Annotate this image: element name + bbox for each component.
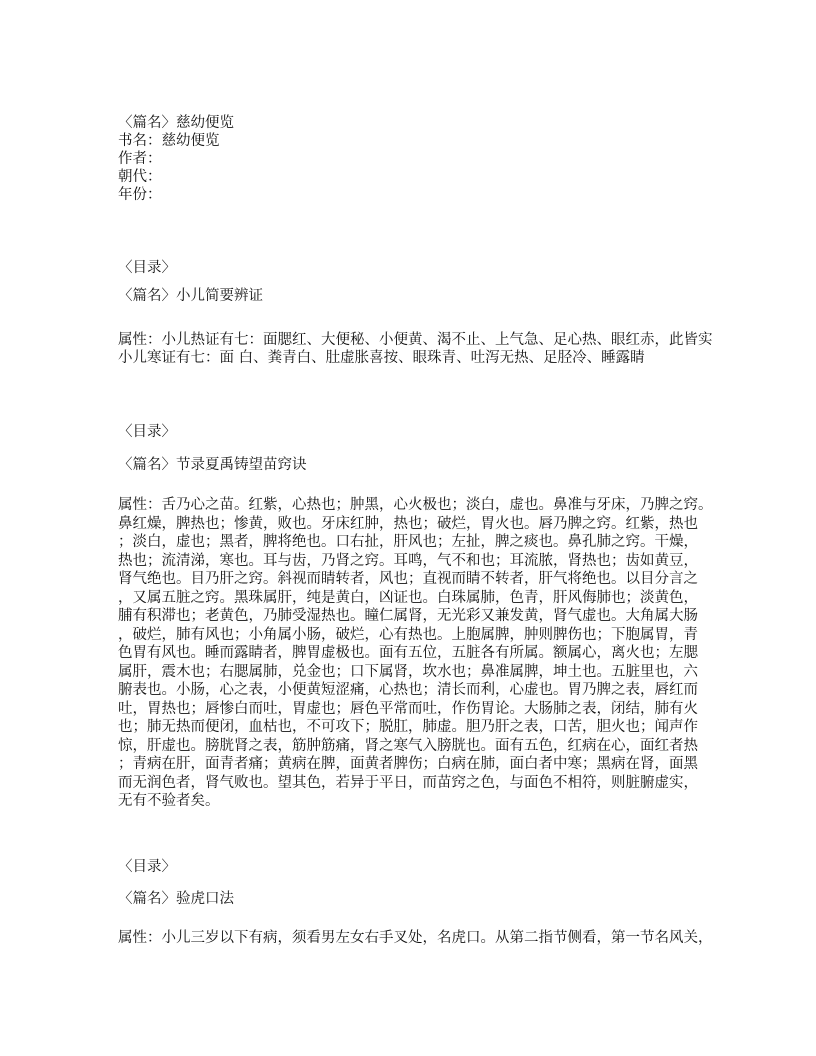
body-text-line: 吐，胃热也；唇惨白而吐，胃虚也；唇色平常而吐，作伤胃论。大肠肺之表，闭结，肺有火 [118, 700, 698, 717]
toc-marker: 〈目录〉 [118, 424, 176, 440]
body-text-line: 小儿寒证有七：面 白、粪青白、肚虚胀喜按、眼珠青、吐泻无热、足胫冷、睡露睛 [118, 350, 645, 366]
body-text-line: 热也；流清涕，寒也。耳与齿，乃肾之窍。耳鸣，气不和也；耳流脓，肾热也；齿如黄豆， [118, 552, 698, 569]
book-name: 书名：慈幼便览 [118, 133, 220, 149]
body-text-line: 色胃有风也。睡而露睛者，脾胃虚极也。面有五位，五脏各有所属。额属心，离火也；左腮 [118, 645, 698, 661]
chapter-title: 〈篇名〉慈幼便览 [118, 115, 234, 131]
section-title: 〈篇名〉小儿简要辨证 [118, 288, 263, 304]
body-text-line: 肾气绝也。目乃肝之窍。斜视而睛转者，风也；直视而睛不转者，肝气将绝也。以目分言之 [118, 571, 698, 587]
body-text-line: 也；肺无热而便闭，血枯也，不可攻下；脱肛，肺虚。胆乃肝之表，口苦，胆火也；闻声作 [118, 719, 698, 735]
year-field: 年份： [118, 187, 162, 203]
body-text-line: ，破烂，肺有风也；小角属小肠，破烂，心有热也。上胞属脾，肿则脾伤也；下胞属胃，青 [118, 626, 698, 643]
dynasty-field: 朝代： [118, 169, 162, 185]
body-text-line: 而无润色者，肾气败也。望其色，若异于平日，而苗窍之色，与面色不相符，则脏腑虚实， [118, 774, 698, 791]
body-text-line: 属性：小儿热证有七：面腮红、大便秘、小便黄、渴不止、上气急、足心热、眼红赤，此皆实 [118, 332, 713, 348]
body-text-line: ，又属五脏之窍。黑珠属肝，纯是黄白，凶证也。白珠属肺，色青，肝风侮肺也；淡黄色， [118, 589, 698, 606]
toc-marker: 〈目录〉 [118, 859, 176, 875]
body-text-line: 鼻红燥，脾热也；惨黄，败也。牙床红肿，热也；破烂，胃火也。唇乃脾之窍。红紫，热也 [118, 515, 698, 532]
body-text-line: 属性：小儿三岁以下有病，须看男左女右手叉处，名虎口。从第二指节侧看，第一节名风关， [118, 930, 713, 946]
body-text-line: 属肝，震木也；右腮属肺，兑金也；口下属肾，坎水也；鼻准属脾，坤土也。五脏里也，六 [118, 663, 698, 680]
body-text-line: ；青病在肝，面青者痛；黄病在脾，面黄者脾伤；白病在肺，面白者中寒；黑病在肾，面黑 [118, 756, 698, 772]
body-text-line: 无有不验者矣。 [118, 793, 220, 809]
author-field: 作者： [118, 151, 162, 167]
body-text-line: 脯有积滞也；老黄色，乃肺受湿热也。瞳仁属肾，无光彩又兼发黄，肾气虚也。大角属大肠 [118, 608, 698, 624]
body-text-line: 腑表也。小肠，心之表，小便黄短涩痛，心热也；清长而利，心虚也。胃乃脾之表，唇红而 [118, 682, 698, 698]
body-text-line: ；淡白，虚也；黑者，脾将绝也。口右扯，肝风也；左扯，脾之痰也。鼻孔肺之窍。干燥， [118, 534, 698, 550]
section-title: 〈篇名〉验虎口法 [118, 891, 234, 907]
body-text-line: 惊，肝虚也。膀胱肾之表，筋肿筋痛，肾之寒气入膀胱也。面有五色，红病在心，面红者热 [118, 737, 698, 754]
section-title: 〈篇名〉节录夏禹铸望苗窍诀 [118, 457, 307, 473]
toc-marker: 〈目录〉 [118, 260, 176, 276]
body-text-line: 属性：舌乃心之苗。红紫，心热也；肿黑，心火极也；淡白，虚也。鼻准与牙床，乃脾之窍。 [118, 497, 713, 513]
